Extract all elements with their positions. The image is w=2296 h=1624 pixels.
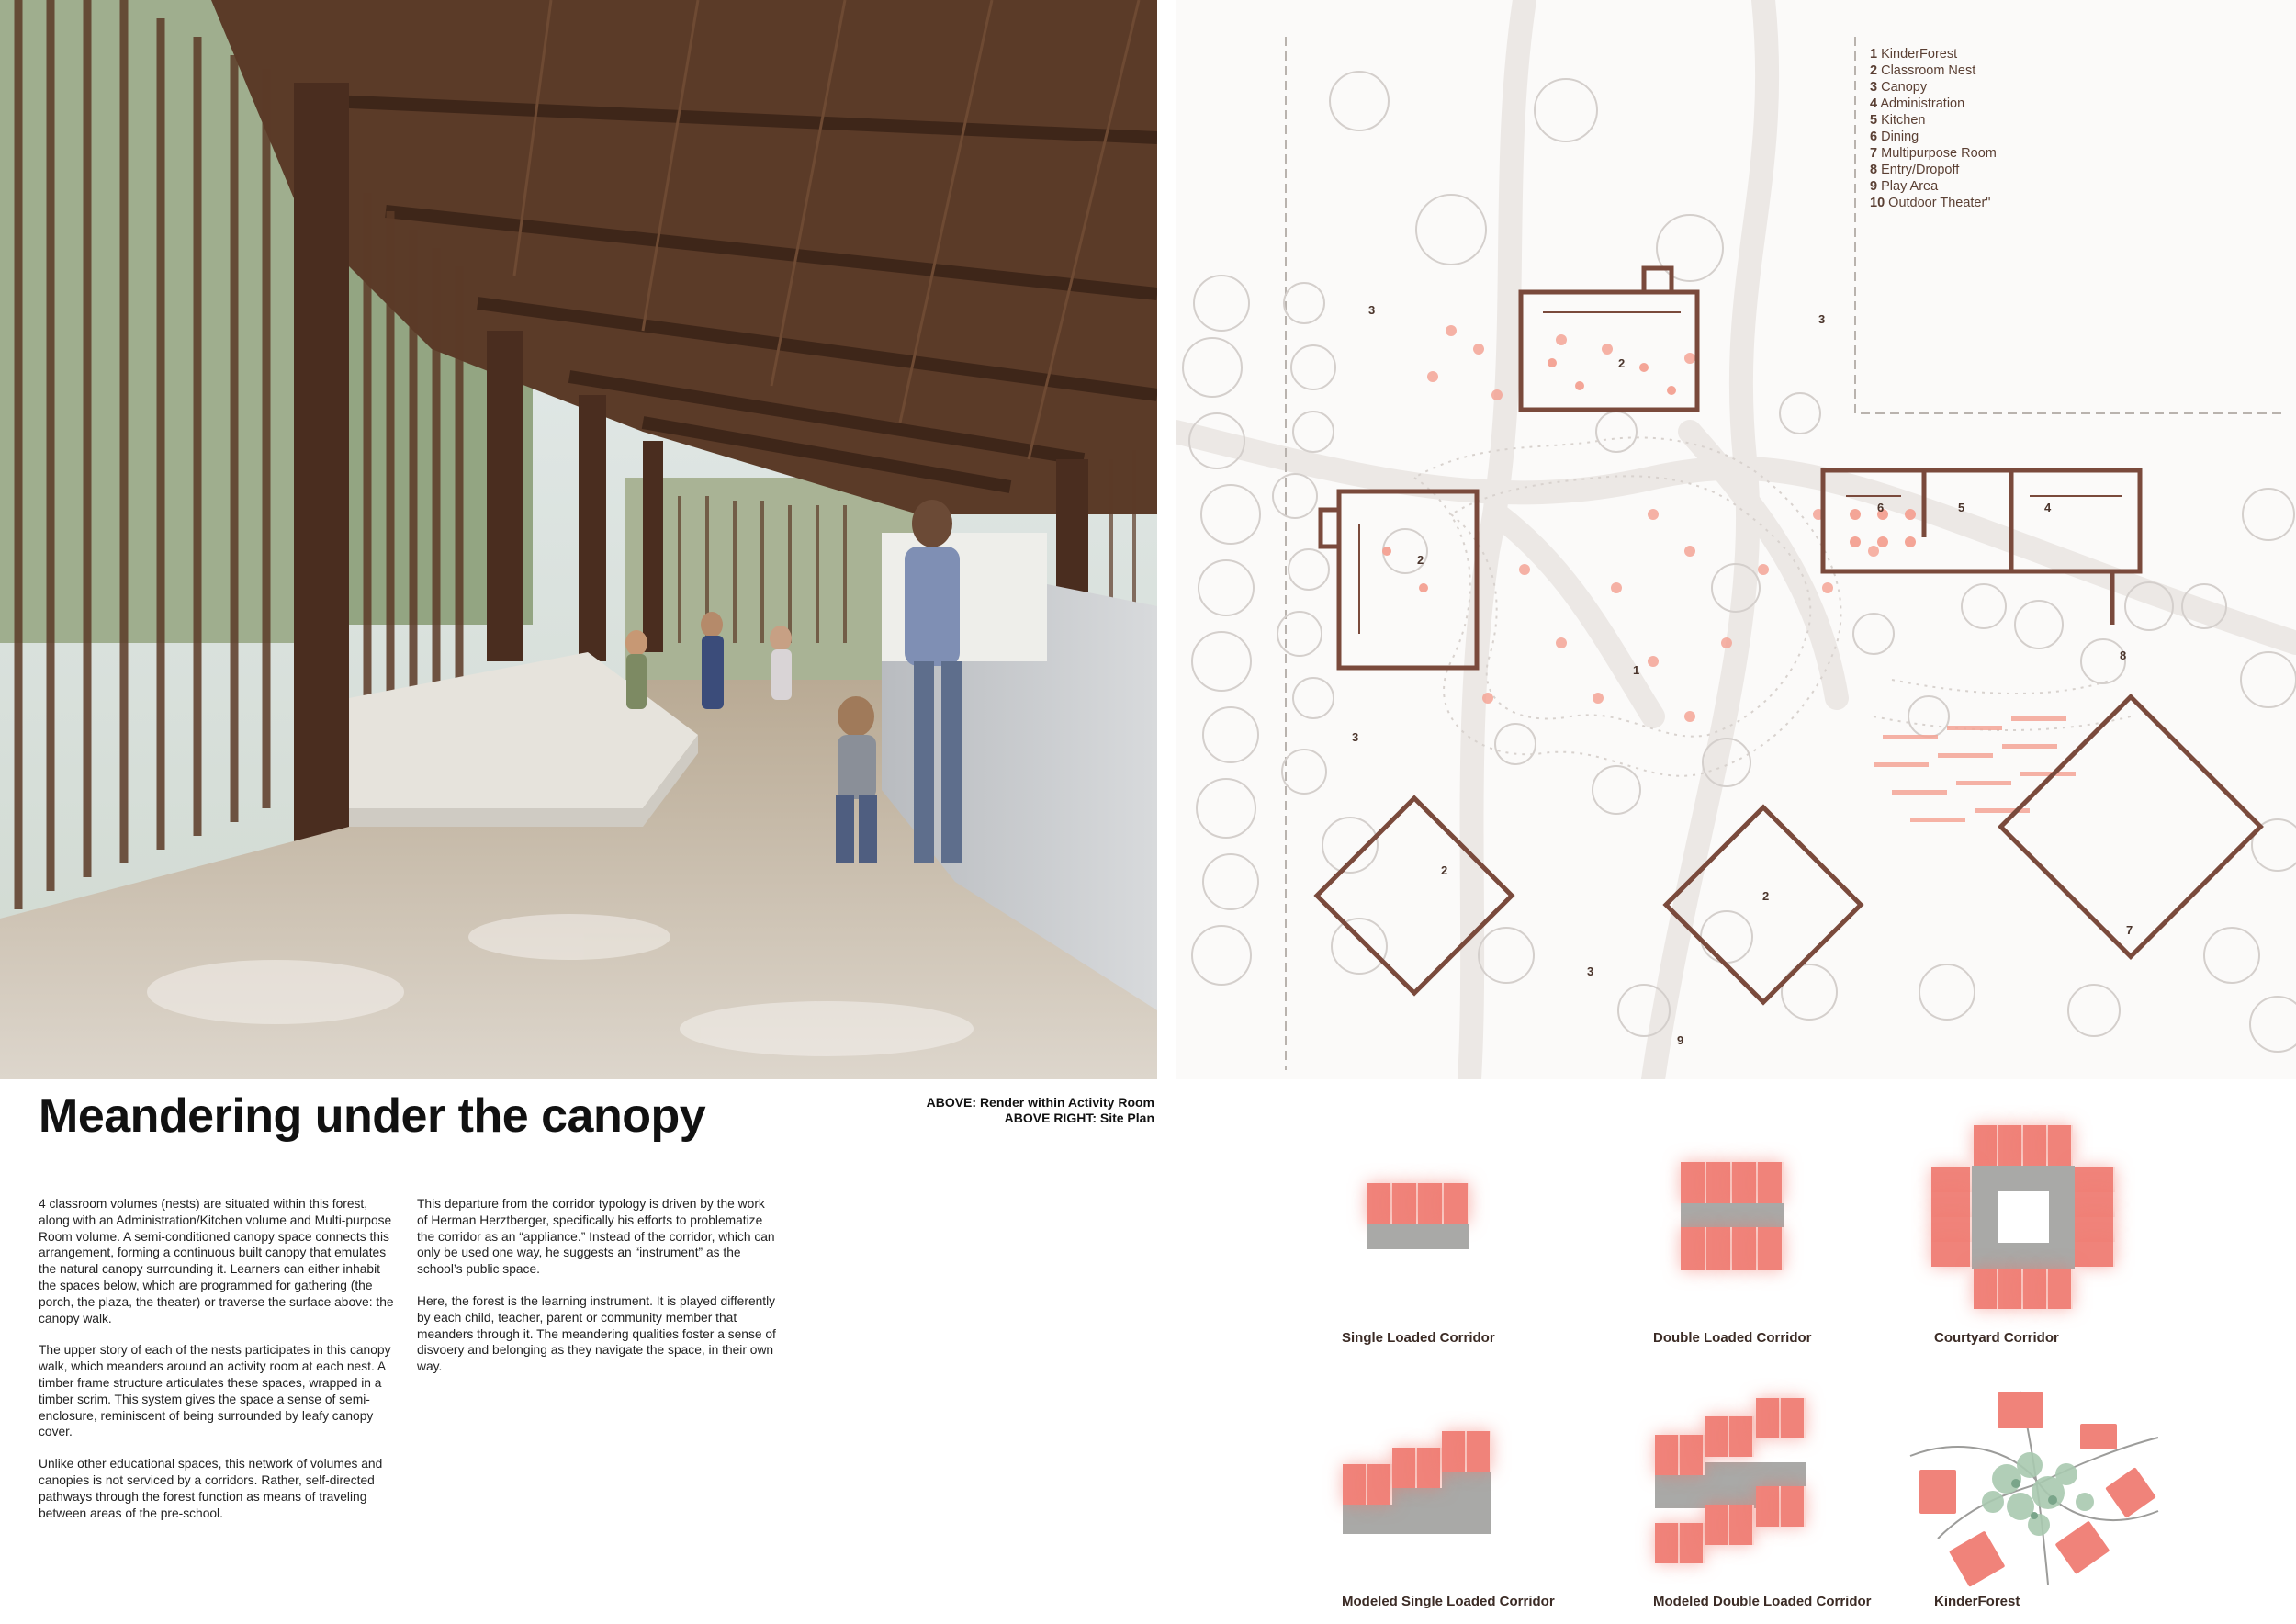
site-label: 1: [1633, 663, 1640, 677]
legend-item: 6 Dining: [1870, 130, 1919, 144]
diagram-room: [1998, 1269, 2023, 1309]
diagram-room: [2075, 1217, 2115, 1242]
diagram-room: [1705, 1505, 1729, 1545]
site-label: 3: [1587, 964, 1594, 978]
diagram-room: [1758, 1227, 1784, 1270]
diagram-label: Modeled Double Loaded Corridor: [1653, 1594, 1872, 1609]
diagram-label: Modeled Single Loaded Corridor: [1342, 1594, 1555, 1609]
diagram-room: [1756, 1486, 1781, 1527]
diagram-label: Single Loaded Corridor: [1342, 1330, 1495, 1346]
legend-item: 8 Entry/Dropoff: [1870, 163, 1960, 177]
diagram-room: [1931, 1242, 1972, 1267]
site-label: 3: [1818, 312, 1826, 326]
diagram-room: [1442, 1431, 1467, 1472]
legend-item: 5 Kitchen: [1870, 113, 1926, 128]
diagram-room: [1706, 1227, 1732, 1270]
site-plan-drawing: [1176, 0, 2296, 1079]
paragraph: This departure from the corridor typology is driven by the work of Herman Herztberger, specifically his efforts to problematize the corridor as an “appliance.” Instead of the corridor, which can only be used one way, he suggests an “instrument” as the school’s public space.: [417, 1197, 775, 1277]
diagram-label: Double Loaded Corridor: [1653, 1330, 1812, 1346]
diagram-room: [2023, 1125, 2048, 1166]
diagram-kinderforest: [1901, 1382, 2167, 1594]
legend-item: 3 Canopy: [1870, 80, 1928, 95]
diagram-room: [2048, 1269, 2073, 1309]
diagram-room: [1681, 1162, 1706, 1203]
page-title: Meandering under the canopy: [39, 1089, 706, 1143]
paragraph: Unlike other educational spaces, this network of volumes and canopies is not serviced by a corridors. Rather, self-directed pathways through the forest function as means of traveling between areas of the pre-school.: [39, 1457, 383, 1520]
paragraph: The upper story of each of the nests participates in this canopy walk, which meanders around an activity room at each nest. A timber frame structure articulates these spaces, wrapped in a timber scrim. This system gives the space a sense of semi-enclosure, reminiscent of being surrounded by leafy canopy cover.: [39, 1343, 391, 1439]
diagram-single-loaded-corridor: [1367, 1183, 1469, 1249]
diagram-room: [1706, 1162, 1732, 1203]
site-label: 4: [2044, 501, 2052, 514]
diagram-courtyard-corridor: [1931, 1125, 2115, 1309]
body-column-left: [39, 1196, 399, 1537]
diagram-modeled-single-loaded-corridor: [1343, 1431, 1491, 1534]
site-label: 2: [1762, 889, 1770, 903]
diagram-room: [1655, 1523, 1680, 1563]
site-label: 8: [2120, 648, 2127, 662]
render-illustration: [0, 0, 1157, 1079]
legend-item: 9 Play Area: [1870, 179, 1939, 194]
site-label: 3: [1352, 730, 1359, 744]
site-plan-legend: [1870, 46, 1997, 211]
legend-item: 10 Outdoor Theater": [1870, 196, 1991, 210]
diagram-room: [1931, 1217, 1972, 1242]
caption-line: ABOVE: Render within Activity Room: [926, 1095, 1154, 1110]
site-label: 9: [1677, 1033, 1684, 1047]
diagram-modeled-double-loaded-corridor: [1655, 1398, 1806, 1563]
diagram-room: [1781, 1398, 1806, 1438]
diagram-room: [1367, 1183, 1392, 1224]
diagram-room: [1781, 1486, 1806, 1527]
diagram-room: [1729, 1416, 1754, 1457]
diagram-corridor: [1367, 1224, 1469, 1249]
diagram-room: [1974, 1269, 1998, 1309]
site-label: 3: [1368, 303, 1376, 317]
diagram-room: [1974, 1125, 1998, 1166]
site-label: 2: [1441, 863, 1448, 877]
legend-item: 7 Multipurpose Room: [1870, 146, 1997, 161]
body-column-right: [417, 1196, 777, 1391]
diagram-room: [1732, 1227, 1758, 1270]
diagram-room: [2075, 1167, 2115, 1192]
site-plan: [1176, 0, 2296, 1079]
diagram-room: [1931, 1192, 1972, 1217]
diagram-room: [1758, 1162, 1784, 1203]
diagram-room: [1655, 1435, 1680, 1475]
site-label: 2: [1417, 553, 1424, 567]
diagram-room: [1931, 1167, 1972, 1192]
diagram-corridor: [1681, 1203, 1784, 1227]
paragraph: Here, the forest is the learning instrument. It is played differently by each child, teacher, parent or community member that meanders through it. The meandering qualities foster a sense of disvoery and belonging as they navigate the space, in their own way.: [417, 1293, 776, 1374]
diagram-room: [1467, 1431, 1491, 1472]
site-label: 5: [1958, 501, 1965, 514]
diagram-room: [2075, 1192, 2115, 1217]
diagram-label: KinderForest: [1934, 1594, 2020, 1609]
diagram-double-loaded-corridor: [1681, 1162, 1784, 1270]
site-label: 7: [2126, 923, 2133, 937]
diagram-room: [2075, 1242, 2115, 1267]
diagram-room: [1680, 1435, 1705, 1475]
diagram-room: [1418, 1183, 1444, 1224]
diagram-room: [1680, 1523, 1705, 1563]
diagram-room: [1392, 1183, 1418, 1224]
diagram-room: [2048, 1125, 2073, 1166]
diagram-room: [1392, 1448, 1417, 1488]
legend-item: 2 Classroom Nest: [1870, 63, 1976, 78]
diagram-room: [2023, 1269, 2048, 1309]
legend-item: 1 KinderForest: [1870, 47, 1958, 62]
diagram-room: [1681, 1227, 1706, 1270]
diagram-room: [1417, 1448, 1442, 1488]
diagram-room: [1756, 1398, 1781, 1438]
site-label: 6: [1877, 501, 1885, 514]
diagram-room: [1705, 1416, 1729, 1457]
figure-caption: [927, 1095, 1154, 1126]
legend-item: 4 Administration: [1870, 96, 1965, 111]
diagram-room: [1367, 1464, 1392, 1505]
kinderforest-illustration: [1901, 1382, 2167, 1594]
caption-line: ABOVE RIGHT: Site Plan: [1004, 1111, 1154, 1125]
diagram-room: [1729, 1505, 1754, 1545]
diagram-room: [1444, 1183, 1469, 1224]
site-label: 2: [1618, 356, 1626, 370]
diagram-label: Courtyard Corridor: [1934, 1330, 2059, 1346]
diagram-room: [1998, 1125, 2023, 1166]
diagram-courtyard: [1998, 1191, 2049, 1243]
activity-room-render: [0, 0, 1157, 1079]
diagram-room: [1732, 1162, 1758, 1203]
diagram-room: [1343, 1464, 1367, 1505]
paragraph: 4 classroom volumes (nests) are situated within this forest, along with an Administration/Kitchen volume and Multi-purpose Room volume. A semi-conditioned canopy space connects this arrangement, forming a continuous built canopy that emulates the natural canopy surrounding it. Learners can either inhabit the spaces below, which are programmed for gathering (the porch, the plaza, the theater) or traverse the surface above: the canopy walk.: [39, 1197, 394, 1325]
